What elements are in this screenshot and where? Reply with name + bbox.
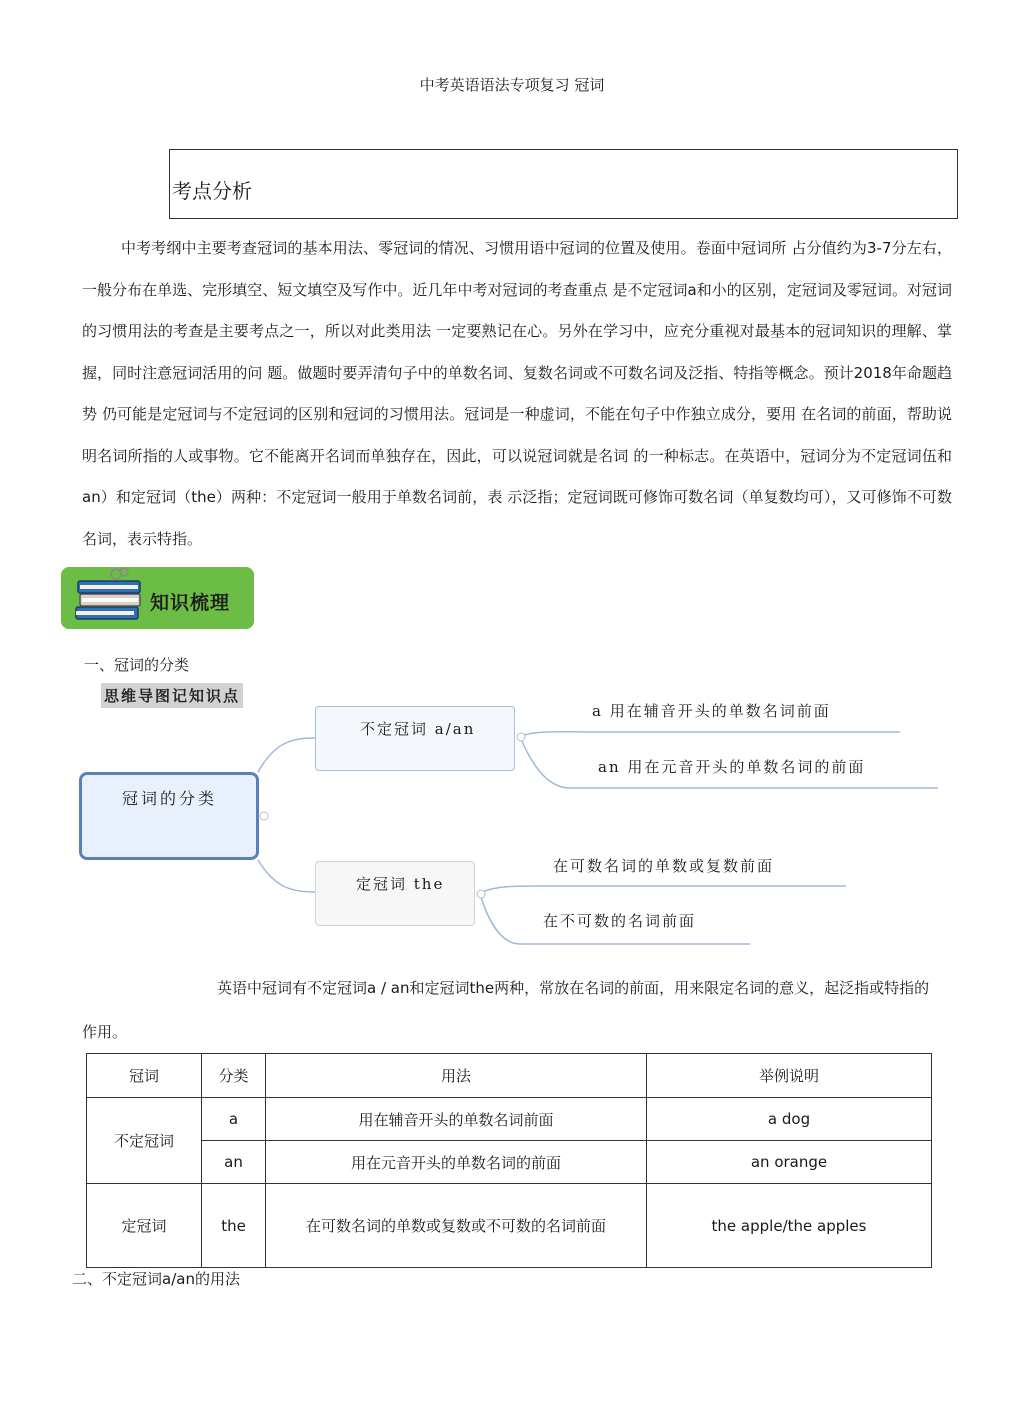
- table-header-cell: 冠词: [87, 1054, 202, 1098]
- table-cell: 在可数名词的单数或复数或不可数的名词前面: [266, 1184, 647, 1268]
- table-cell: 用在辅音开头的单数名词前面: [266, 1098, 647, 1141]
- table-header-cell: 分类: [202, 1054, 266, 1098]
- table-cell: a: [202, 1098, 266, 1141]
- mindmap-branch-indefinite-label: 不定冠词 a/an: [360, 720, 476, 738]
- article-table: [86, 1053, 932, 1268]
- table-row: [87, 1184, 932, 1268]
- mindmap-branch-definite-label: 定冠词 the: [356, 875, 445, 893]
- heading-indefinite-usage: 二、不定冠词a/an的用法: [72, 1270, 240, 1288]
- table-cell: an orange: [647, 1141, 932, 1184]
- intro-paragraph: [82, 966, 944, 1054]
- table-cell: the apple/the apples: [647, 1184, 932, 1268]
- table-row: [87, 1098, 932, 1141]
- mindmap-tag: 思维导图记知识点: [101, 683, 243, 708]
- mindmap-leaf-countable: 在可数名词的单数或复数前面: [553, 857, 775, 875]
- books-icon: [70, 567, 150, 627]
- table-cell: an: [202, 1141, 266, 1184]
- mindmap-root-label: 冠词的分类: [122, 789, 218, 808]
- mindmap-leaf-a: a 用在辅音开头的单数名词前面: [592, 702, 831, 720]
- analysis-paragraph: [82, 228, 952, 560]
- table-group-cell: 不定冠词: [87, 1098, 202, 1184]
- section-box: [169, 149, 958, 219]
- table-header-cell: 举例说明: [647, 1054, 932, 1098]
- section-box-label: 考点分析: [172, 179, 252, 203]
- intro-text: 英语中冠词有不定冠词a / an和定冠词the两种，常放在名词的前面，用来限定名词的意义，起泛指或特指的作用。: [82, 979, 930, 1041]
- analysis-text: 中考考纲中主要考查冠词的基本用法、零冠词的情况、习惯用语中冠词的位置及使用。卷面中冠词所 占分值约为3-7分左右，一般分布在单选、完形填空、短文填空及写作中。近几年中考对冠词的考查重点 是不定冠词a和小的区别，定冠词及零冠词。对冠词的习惯用法的考查是主要考点之一，所以对此类用法 一定要熟记在心。另外在学习中，应充分重视对最基本的冠词知识的理解、掌握，同时注意冠词活用的问 题。做题时要弄清句子中的单数名词、复数名词或不可数名词及泛指、特指等概念。预计2018年命题趋势 仍可能是定冠词与不定冠词的区别和冠词的习惯用法。冠词是一种虚词，不能在句子中作独立成分，要用 在名词的前面，帮助说明名词所指的人或事物。它不能离开名词而单独存在，因此，可以说冠词就是名词 的一种标志。在英语中，冠词分为不定冠词伍和an）和定冠词（the）两种：不定冠词一般用于单数名词前，表 示泛指；定冠词既可修饰可数名词（单复数均可），又可修饰不可数名词，表示特指。: [82, 239, 952, 548]
- knowledge-badge-label: 知识梳理: [150, 592, 231, 614]
- table-header-cell: 用法: [266, 1054, 647, 1098]
- table-cell: a dog: [647, 1098, 932, 1141]
- table-row: [87, 1141, 932, 1184]
- mindmap-leaf-an: an 用在元音开头的单数名词的前面: [598, 758, 866, 776]
- mindmap-leaf-uncountable: 在不可数的名词前面: [543, 912, 697, 930]
- heading-classification: 一、冠词的分类: [84, 656, 190, 674]
- table-cell: 用在元音开头的单数名词的前面: [266, 1141, 647, 1184]
- table-group-cell: 定冠词: [87, 1184, 202, 1268]
- table-header-row: [87, 1054, 932, 1098]
- table-cell: the: [202, 1184, 266, 1268]
- document-title: 中考英语语法专项复习 冠词: [419, 76, 605, 94]
